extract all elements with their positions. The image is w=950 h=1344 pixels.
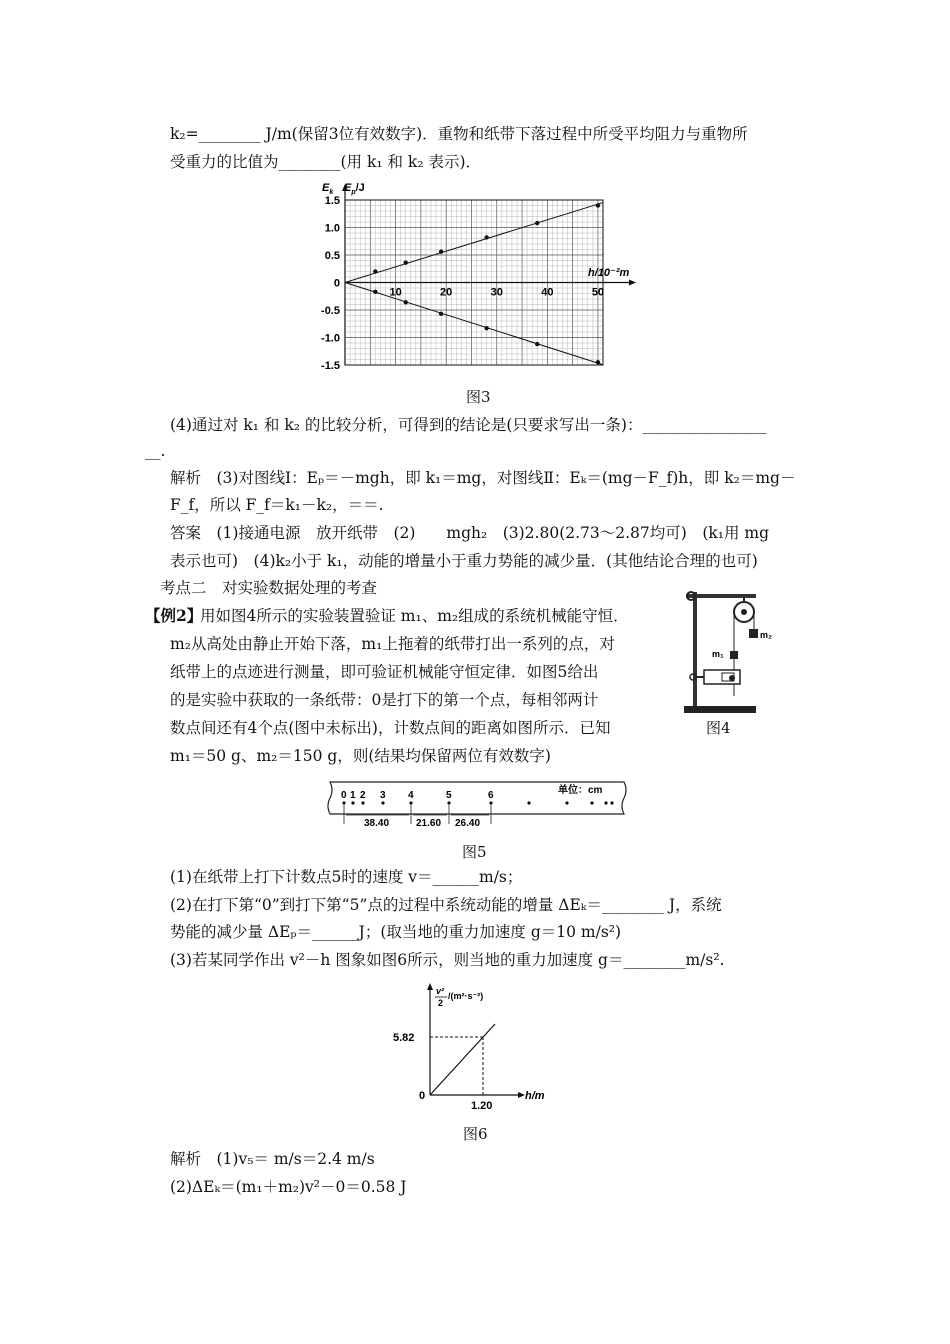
figure-5-caption: 图5 xyxy=(462,843,487,861)
example-line: 的是实验中获取的一条纸带：0是打下的第一个点，每相邻两计 xyxy=(170,691,599,709)
tape-unit: 单位：cm xyxy=(558,785,603,796)
question-line: (2)在打下第“0”到打下第“5”点的过程中系统动能的增量 ΔEₖ＝________ J，系统 xyxy=(170,896,722,914)
tape-distance: 21.60 xyxy=(416,818,442,829)
data-point-ep xyxy=(404,300,408,304)
tape-point-label: 5 xyxy=(446,790,452,801)
data-point-ep xyxy=(535,342,539,346)
tape-point-label: 3 xyxy=(380,790,386,801)
data-point-ep xyxy=(596,360,600,364)
data-point-ek xyxy=(535,221,539,225)
x-value: 1.20 xyxy=(471,1100,493,1112)
example-line: m₁＝50 g、m₂＝150 g，则(结果均保留两位有效数字) xyxy=(170,747,551,765)
example-line: 用如图4所示的实验装置验证 m₁、m₂组成的系统机械能守恒． xyxy=(200,607,629,625)
tape-distance: 38.40 xyxy=(364,818,390,829)
m1-label: m₁ xyxy=(712,649,724,659)
y-tick-label: 0.5 xyxy=(324,250,340,262)
y-tick-label: -0.5 xyxy=(321,305,340,317)
tape-point-label: 0 xyxy=(341,790,347,801)
origin: 0 xyxy=(419,1090,426,1102)
example-line: 数点间还有4个点(图中未标出)，计数点间的距离如图所示．已知 xyxy=(170,719,611,737)
section-heading: 考点二 对实验数据处理的考查 xyxy=(160,579,378,597)
analysis-line: 解析 (3)对图线Ⅰ：Eₚ＝－mgh，即 k₁＝mg，对图线Ⅱ：Eₖ＝(mg－F_f)h，即 k₂＝mg－ xyxy=(170,469,796,487)
example-line: m₂从高处由静止开始下落，m₁上拖着的纸带打出一系列的点，对 xyxy=(170,635,615,653)
example-tag: 【例2】 xyxy=(145,606,203,625)
y-tick-label: -1.0 xyxy=(321,332,340,345)
data-point-ek xyxy=(596,203,600,207)
figure-6-caption: 图6 xyxy=(463,1125,488,1143)
tape-distance: 26.40 xyxy=(455,818,481,829)
x-tick-label: 10 xyxy=(389,286,402,299)
data-point-ep xyxy=(439,312,443,316)
y-tick-label: 1.0 xyxy=(324,222,340,235)
y-value: 5.82 xyxy=(393,1032,415,1044)
figure-5-tape xyxy=(322,776,632,831)
question-line: 势能的减少量 ΔEₚ＝______J；(取当地的重力加速度 g＝10 m/s²) xyxy=(170,923,622,941)
figure-4-apparatus xyxy=(672,588,782,718)
fit-line-ek xyxy=(345,203,603,283)
solution-line: 解析 (1)v₅＝ m/s＝2.4 m/s xyxy=(170,1150,375,1168)
question-line: (3)若某同学作出 v²－h 图象如图6所示，则当地的重力加速度 g＝________m/s². xyxy=(170,951,725,969)
xlabel: h/m xyxy=(525,1090,545,1102)
figure-3-chart xyxy=(310,178,650,373)
y-tick-label: 0 xyxy=(333,277,340,290)
text-line: (4)通过对 k₁ 和 k₂ 的比较分析，可得到的结论是(只要求写出一条)：________________ xyxy=(170,416,767,434)
x-axis-arrow xyxy=(629,280,636,286)
x-tick-label: 50 xyxy=(591,286,605,299)
x-tick-label: 40 xyxy=(541,286,554,299)
ylabel-ep: $E_p/J$ xyxy=(344,182,365,196)
data-point-ek xyxy=(439,250,443,254)
data-point-ep xyxy=(373,290,377,294)
x-tick-label: 30 xyxy=(490,286,503,299)
figure-3-caption: 图3 xyxy=(466,388,491,406)
y-tick-label: 1.5 xyxy=(324,195,340,207)
data-point-ek xyxy=(404,261,408,265)
figure-4-caption: 图4 xyxy=(706,719,731,737)
tape-point-label: 4 xyxy=(408,790,414,801)
answer-line: 表示也可) (4)k₂小于 k₁，动能的增量小于重力势能的减少量．(其他结论合理的也可) xyxy=(170,552,758,570)
data-point-ek xyxy=(484,235,488,239)
solution-line: (2)ΔEₖ＝(m₁＋m₂)v²－0＝0.58 J xyxy=(170,1178,407,1196)
fit-line-ep xyxy=(345,283,603,365)
text-line: k₂=________ J/m(保留3位有效数字)．重物和纸带下落过程中所受平均阻力与重物所 xyxy=(170,125,748,143)
xlabel: h/10⁻²m xyxy=(588,267,630,279)
data-point-ep xyxy=(484,326,488,330)
ylabel-num: v² xyxy=(436,986,445,996)
m2-label: m₂ xyxy=(760,630,773,640)
text-line: 受重力的比值为________(用 k₁ 和 k₂ 表示)． xyxy=(170,153,482,171)
question-line: (1)在纸带上打下计数点5时的速度 v＝______m/s； xyxy=(170,868,523,886)
ylabel-den: 2 xyxy=(438,998,444,1008)
y-tick-label: -1.5 xyxy=(321,360,340,372)
tape-point-label: 1 xyxy=(350,790,356,801)
x-tick-label: 20 xyxy=(440,286,453,299)
data-point-ek xyxy=(373,269,377,273)
answer-line: 答案 (1)接通电源 放开纸带 (2) mgh₂ (3)2.80(2.73～2.87均可) (k₁用 mg xyxy=(170,524,770,542)
ylabel-ek: $E_k$ xyxy=(322,182,334,196)
tape-point-label: 2 xyxy=(360,790,366,801)
example-line: 纸带上的点迹进行测量，即可验证机械能守恒定律．如图5给出 xyxy=(170,663,599,681)
tape-point-label: 6 xyxy=(488,790,494,801)
ylabel-unit: /(m²·s⁻²) xyxy=(448,991,484,1001)
text-line: __. xyxy=(145,442,166,460)
figure-6-graph xyxy=(385,980,555,1115)
analysis-line: F_f，所以 F_f＝k₁－k₂，＝＝. xyxy=(170,496,384,514)
